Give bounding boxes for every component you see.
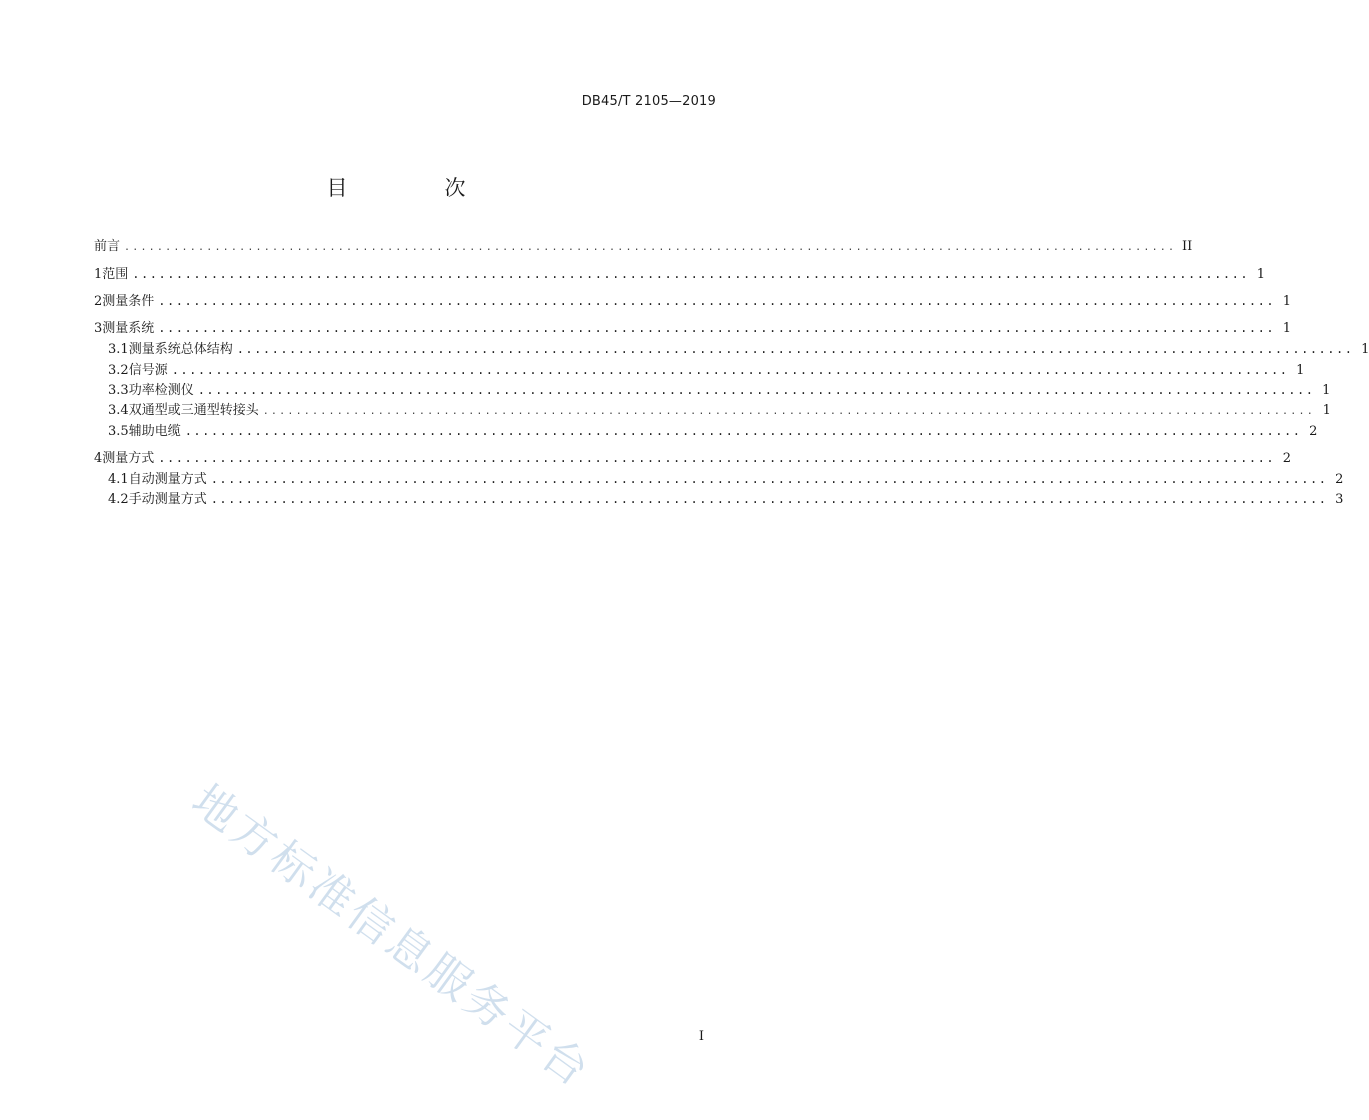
toc-entry-label: 测量系统总体结构 <box>128 342 233 357</box>
toc-entry-label: 功率检测仪 <box>128 383 194 398</box>
toc-entry-measurement-conditions[interactable] <box>94 290 1292 312</box>
toc-entry-page: 1 <box>1282 321 1292 336</box>
toc-entry-label: 测量方式 <box>102 450 155 466</box>
toc-entry-page: 2 <box>1282 450 1292 466</box>
toc-entry-number: 3.2 <box>108 362 129 378</box>
toc-entry-measurement-system[interactable] <box>94 317 1292 339</box>
toc-entry-label: 测量条件 <box>102 294 155 309</box>
toc-entry-number: 4.2 <box>108 492 129 507</box>
dot-leader: ................................................................................................................................ <box>236 342 1354 356</box>
toc-entry-number: 3.1 <box>108 342 129 357</box>
toc-entry-page: 1 <box>1322 383 1331 398</box>
page-number: I <box>698 1029 704 1044</box>
watermark: 地方标准信息服务平台 <box>182 775 601 1099</box>
toc-entry-number: 3.4 <box>108 402 129 418</box>
dot-leader: ................................................................................................................................ <box>158 294 1276 308</box>
toc-entry-automatic-method[interactable] <box>94 469 1344 490</box>
toc-entry-label: 辅助电缆 <box>128 424 181 439</box>
toc-entry-number: 3.5 <box>108 424 129 439</box>
toc-entry-number: 4 <box>94 450 103 466</box>
toc-entry-number: 4.1 <box>108 471 129 487</box>
dot-leader: ................................................................................................................................ <box>158 450 1276 465</box>
dot-leader: ................................................................................................................................ <box>184 424 1302 438</box>
toc-entry-power-detector[interactable] <box>94 380 1331 401</box>
toc-entry-page: 3 <box>1335 492 1344 507</box>
toc-title: 目 次 <box>326 176 504 200</box>
dot-leader: ................................................................................................................................ <box>171 362 1289 377</box>
toc-entry-foreword[interactable] <box>94 236 1193 258</box>
dot-leader: ................................................................................................................................ <box>210 492 1328 506</box>
toc-entry-page: 2 <box>1335 471 1344 487</box>
dot-leader: ................................................................................................................................ <box>197 383 1315 397</box>
toc-entry-number: 3.3 <box>108 383 129 398</box>
toc-entry-manual-method[interactable] <box>94 489 1344 510</box>
toc-entry-label: 前言 <box>94 239 121 254</box>
toc-entry-measurement-methods[interactable] <box>94 447 1292 469</box>
toc-entry-label: 双通型或三通型转接头 <box>128 402 259 418</box>
toc-entry-page: 1 <box>1322 402 1331 418</box>
toc-entry-adapter[interactable] <box>94 401 1331 422</box>
table-of-contents <box>94 236 1369 510</box>
toc-entry-overall-structure[interactable] <box>94 339 1369 360</box>
toc-entry-page: 1 <box>1282 294 1292 309</box>
dot-leader: ................................................................................................................................ <box>132 267 1250 281</box>
toc-entry-page: 1 <box>1361 342 1369 357</box>
toc-entry-label: 范围 <box>102 267 129 282</box>
dot-leader: ................................................................................................................................ <box>210 471 1328 486</box>
toc-entry-scope[interactable] <box>94 263 1266 285</box>
dot-leader: ................................................................................................................................ <box>262 405 1315 417</box>
toc-entry-page: 1 <box>1256 267 1266 282</box>
toc-entry-auxiliary-cable[interactable] <box>94 421 1318 442</box>
toc-entry-signal-source[interactable] <box>94 360 1305 381</box>
toc-entry-page: 2 <box>1309 424 1318 439</box>
toc-entry-number: 3 <box>94 321 103 336</box>
toc-entry-page: II <box>1181 239 1193 254</box>
toc-entry-label: 测量系统 <box>102 321 155 336</box>
toc-entry-label: 信号源 <box>128 362 168 378</box>
toc-entry-number: 1 <box>94 267 103 282</box>
dot-leader: ................................................................................................................................ <box>124 242 1177 253</box>
toc-entry-page: 1 <box>1296 362 1305 378</box>
toc-entry-label: 自动测量方式 <box>128 471 207 487</box>
dot-leader: ................................................................................................................................ <box>158 321 1276 335</box>
document-code: DB45/T 2105—2019 <box>581 94 716 109</box>
toc-entry-number: 2 <box>94 294 103 309</box>
toc-entry-label: 手动测量方式 <box>128 492 207 507</box>
